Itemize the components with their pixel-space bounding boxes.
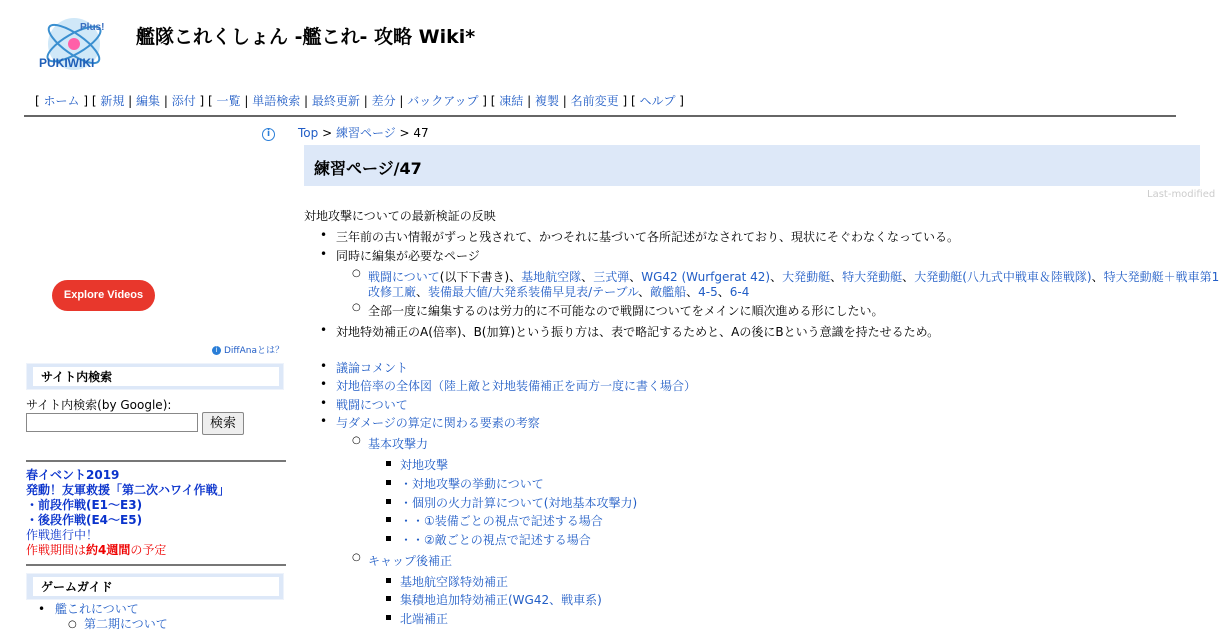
related-link[interactable]: 4-5: [698, 285, 718, 299]
logo-text: PUKIWIKI: [39, 56, 95, 70]
breadcrumb-top-link[interactable]: Top: [298, 126, 319, 140]
sidebar-divider: [26, 564, 286, 566]
event-title-link[interactable]: 春イベント2019: [26, 468, 120, 482]
nav-list-link[interactable]: 一覧: [216, 94, 241, 108]
toc-item: 北端補正: [400, 612, 449, 626]
sidebar: [0, 118, 292, 630]
list-item: • 三年前の古い情報がずっと残されて、かつそれに基づいて各所記述がなされており、現状にそぐわなくなっている。: [336, 228, 959, 245]
toc-item: ・対地攻撃の挙動について: [400, 477, 544, 491]
ad-info-icon[interactable]: i: [262, 128, 275, 141]
related-pages-list-cont: 改修工廠、装備最大値/大発系装備早見表/テーブル、敵艦船、4-5、6-4: [368, 285, 750, 299]
event-notice: [26, 468, 230, 558]
search-heading: サイト内検索: [26, 363, 284, 390]
event-period: 作戦期間は約4週間の予定: [26, 543, 167, 557]
related-link[interactable]: 大発動艇: [782, 270, 831, 284]
last-modified: Last-modified: [1147, 189, 1216, 200]
pukiwiki-logo[interactable]: [36, 10, 112, 86]
diffana-link[interactable]: [212, 343, 284, 356]
nav-word-search-link[interactable]: 単語検索: [252, 94, 301, 108]
search-button[interactable]: 検索: [202, 412, 244, 435]
diffana-label: DiffAnaとは？: [224, 346, 285, 356]
related-pages-list: ○ 戦闘について(以下下書き)、基地航空隊、三式弾、WG42 (Wurfgerat 42)、大発動艇、特大発動艇、大発動艇(八九式中戦車＆陸戦隊)、特大発動艇＋戦車第1: [368, 268, 1219, 285]
page-title-bar: [304, 145, 1200, 186]
nav-rename-link[interactable]: 名前変更: [570, 94, 619, 108]
sidebar-divider: [26, 460, 286, 462]
navbar: [ ホーム ] [ 新規 | 編集 | 添付 ] [ 一覧 | 単語検索 | 最終更新 | 差分 | バックアップ ] [ 凍結 | 複製 | 名前変更 ] [ ヘルプ ]: [35, 94, 684, 108]
toc-item: • 戦闘について: [336, 396, 408, 413]
toc-item: • 与ダメージの算定に関わる要素の考察: [336, 414, 540, 431]
list-item: • 同時に編集が必要なページ: [336, 247, 480, 264]
related-link[interactable]: 6-4: [729, 285, 750, 299]
header-divider: [24, 115, 1176, 117]
nav-freeze-link[interactable]: 凍結: [499, 94, 524, 108]
related-link[interactable]: 三式弾: [593, 270, 630, 284]
explore-videos-button[interactable]: Explore Videos: [52, 280, 155, 311]
related-link[interactable]: 特大発動艇＋戦車第1: [1103, 270, 1219, 284]
toc-item: ・・②敵ごとの視点で記述する場合: [400, 533, 591, 547]
toc-item: • 対地倍率の全体図（陸上敵と対地装備補正を両方一度に書く場合）: [336, 377, 696, 394]
nav-edit-link[interactable]: 編集: [136, 94, 161, 108]
nav-attach-link[interactable]: 添付: [171, 94, 196, 108]
info-icon: i: [212, 346, 221, 355]
nav-diff-link[interactable]: 差分: [371, 94, 396, 108]
related-link[interactable]: 改修工廠: [368, 285, 417, 299]
toc-item: ・個別の火力計算について(対地基本攻撃力): [400, 496, 638, 510]
nav-home-link[interactable]: ホーム: [43, 94, 80, 108]
related-link[interactable]: 大発動艇(八九式中戦車＆陸戦隊): [914, 270, 1092, 284]
related-link[interactable]: 基地航空隊: [521, 270, 582, 284]
list-item: ○ 全部一度に編集するのは労力的に不可能なので戦闘についてをメインに順次進める形にしたい。: [368, 302, 884, 319]
toc-item: ○ キャップ後補正: [368, 552, 452, 569]
site-title: 艦隊これくしょん -艦これ- 攻略 Wiki*: [136, 26, 476, 48]
guide-item-about[interactable]: 艦これについて: [55, 602, 139, 616]
breadcrumb-current: 47: [413, 126, 429, 140]
related-link[interactable]: WG42 (Wurfgerat 42): [641, 270, 771, 284]
list-item: • 対地特効補正のA(倍率)、B(加算)という振り方は、表で略記するためと、Aの後にBという意識を持たせるため。: [336, 323, 939, 340]
nav-help-link[interactable]: ヘルプ: [639, 94, 676, 108]
nav-backup-link[interactable]: バックアップ: [407, 94, 479, 108]
intro-text: 対地攻撃についての最新検証の反映: [304, 209, 496, 223]
game-guide-heading: ゲームガイド: [26, 573, 284, 600]
guide-item-phase2[interactable]: 第二期について: [84, 617, 168, 631]
nav-new-link[interactable]: 新規: [100, 94, 125, 108]
search-input[interactable]: [26, 413, 198, 432]
search-label: サイト内検索(by Google):: [26, 398, 172, 412]
toc-item: ・・①装備ごとの視点で記述する場合: [400, 514, 603, 528]
logo-plus-text: Plus!: [80, 22, 105, 33]
event-second-half-link[interactable]: ・後段作戦(E4～E5): [26, 513, 143, 527]
related-link[interactable]: 特大発動艇: [842, 270, 903, 284]
breadcrumb: Top > 練習ページ > 47: [298, 126, 429, 140]
toc-item: ○ 基本攻撃力: [368, 435, 428, 452]
breadcrumb-parent-link[interactable]: 練習ページ: [335, 126, 396, 140]
related-link[interactable]: 装備最大値/大発系装備早見表/テーブル: [428, 285, 639, 299]
related-link[interactable]: 戦闘について: [368, 270, 440, 284]
toc-item: 基地航空隊特効補正: [400, 575, 509, 589]
related-link[interactable]: 敵艦船: [650, 285, 687, 299]
nav-recent-link[interactable]: 最終更新: [311, 94, 360, 108]
event-first-half-link[interactable]: ・前段作戦(E1～E3): [26, 498, 143, 512]
page-title: 練習ページ/47: [314, 159, 422, 178]
toc-item: 対地攻撃: [400, 458, 449, 472]
toc-item: 集積地追加特効補正(WG42、戦車系): [400, 593, 602, 607]
toc-item: • 議論コメント: [336, 359, 408, 376]
event-status: 作戦進行中！: [26, 528, 99, 542]
nav-copy-link[interactable]: 複製: [534, 94, 559, 108]
event-name-link[interactable]: 発動！友軍救援「第二次ハワイ作戦」: [26, 483, 230, 497]
game-guide-list: [26, 602, 168, 632]
